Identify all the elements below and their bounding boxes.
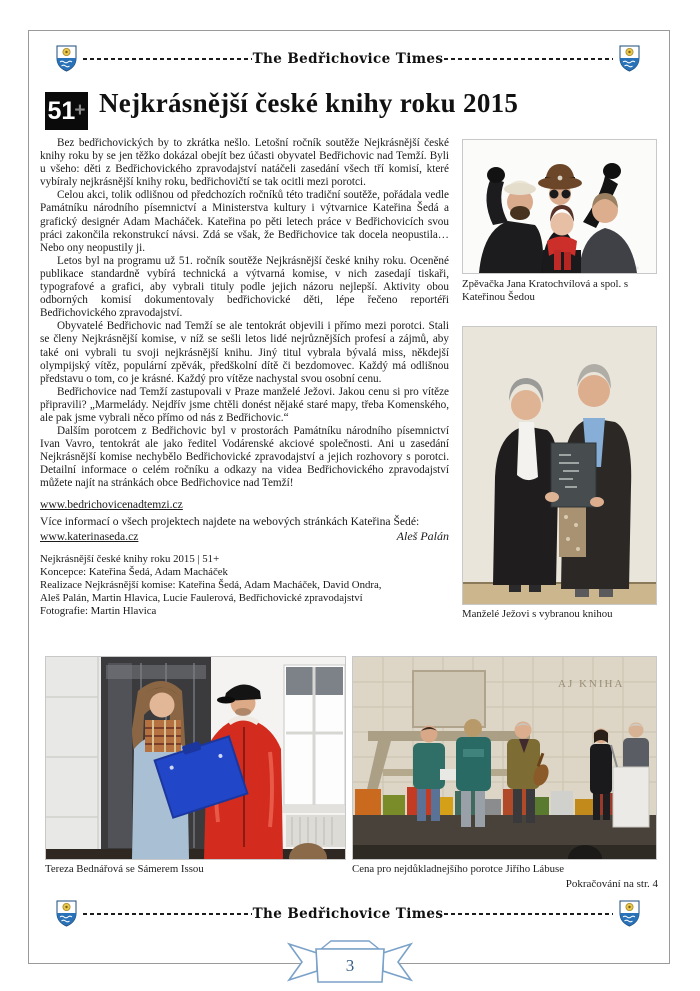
coat-of-arms-icon [56, 45, 77, 73]
credits-line: Koncepce: Kateřina Šedá, Adam Macháček [40, 565, 228, 578]
credits-line: Aleš Palán, Martin Hlavica, Lucie Faulerová, Bedřichovické zpravodajství [40, 592, 363, 605]
paragraph: Bedřichovice nad Temží zastupovali v Praze manželé Ježovi. Jakou cenu si pro vítěze připravili? „Marmelády. Nejdřív jsme chtěli donést nějaké staré mapy, třeba Komenského, ale pak jsme vybrali něco přímo od nás z Bedřichovic.“ [40, 385, 449, 424]
coat-of-arms-icon [56, 900, 77, 928]
photo-stage-ceremony-illustration [353, 657, 656, 859]
article-body [40, 137, 449, 619]
badge-plus: + [74, 100, 86, 121]
photo-caption: Tereza Bednářová se Sámerem Issou [45, 863, 204, 875]
article-title: Nejkrásnější české knihy roku 2015 [99, 88, 519, 118]
paragraph: Dalším porotcem z Bedřichovic byl v prostorách Památníku národního písemnictví Ivan Vavro, tentokrát ale jako ředitel Vodárenské akciové společnosti. Ani u zasedání Nejkrásnější komise nechybělo Bedřichovické zpravodajství a jejich rozhovory s porotci. Detailní informace o celém ročníku a odkazy na videa Bedřichovického zpravodajství můžete najít na stránkách obce Bedřichovice nad Temží! [40, 425, 449, 490]
page-number: 3 [345, 956, 355, 975]
author-byline: Aleš Palán [396, 528, 449, 543]
photo-caption: Manželé Ježovi s vybranou knihou [462, 608, 613, 620]
photo-jez-couple [462, 326, 657, 605]
dashed-rule-right [444, 913, 613, 915]
link-bedrichovice-website[interactable]: www.bedrichovicenadtemzi.cz [40, 497, 183, 511]
dashed-rule-right [444, 58, 613, 60]
coat-of-arms-icon [619, 900, 640, 928]
coat-of-arms-icon [619, 45, 640, 73]
projected-title-text: AJ KNIHA [558, 678, 625, 690]
footer-bar [50, 897, 646, 931]
photo-singer-group [462, 139, 657, 274]
photo-singer-group-illustration [463, 140, 656, 273]
photo-tereza-samer-illustration [46, 657, 345, 859]
photo-caption: Cena pro nejdůkladnejšího porotce Jiřího Lábuse [352, 863, 564, 875]
paragraph: Obyvatelé Bedřichovic nad Temží se ale tentokrát objevili i přímo mezi porotci. Stali se členy Nejkrásnější komise, v níž se sešli letos lidé nejrůznějších profesí a zájmů, aby také oni vybrali tu svoji nejkrásnější knihu. Jiný titul vybrala bývalá miss, někdejší olympijský vítěz, populární zpěvák, předškolní dítě či bezdomovec. Každý má odlišnou představu o tom, co je krásné. Každý pro vítěze nachystal svou osobní cenu. [40, 320, 449, 385]
photo-stage-ceremony [352, 656, 657, 860]
dashed-rule-left [83, 58, 252, 60]
dashed-rule-left [83, 913, 252, 915]
badge-number: 51 [47, 96, 76, 125]
rubric-badge [45, 92, 88, 130]
paragraph: Bez bedřichovických by to zkrátka nešlo. Letošní ročník soutěže Nejkrásnější české knihy roku by se jen těžko dokázal obejít bez účasti obyvatel Bedřichovic nad Temží. Byli u všeho: děti z Bedřichovického zpravodajství natáčeli zasedání všech tří komisí, které vybíraly nejkrásnější knihy roku, bedřichovičtí se tak ocitli mezi porotci. [40, 137, 449, 189]
more-info-line: Více informací o všech projektech najdete na webových stránkách Kateřina Šedé: [40, 514, 420, 528]
photo-caption: Zpěvačka Jana Kratochvílová a spol. s Kateřinou Šedou [462, 278, 629, 303]
credits-line: Fotografie: Martin Hlavica [40, 605, 157, 618]
credits-block [40, 553, 449, 619]
masthead-title: The Bedřichovice Times [252, 51, 444, 67]
paragraph: Celou akci, tolik odlišnou od předchozích ročníků této tradiční soutěže, pořádala vedle Památníku národního písemnictví a Ministerstva kultury i výtvarnice Kateřina Šedá a grafický designér Adam Macháček. Kateřina po pěti letech práce v Bedřichovicích svou práci zakončila rekonstrukcí návsi. Zdá se však, že Bedřichovice tak docela neopustila… Nebo ony neopustily ji. [40, 189, 449, 254]
masthead-title: The Bedřichovice Times [252, 906, 444, 922]
photo-jez-couple-illustration [463, 327, 656, 604]
link-katerinaseda-website[interactable]: www.katerinaseda.cz [40, 529, 139, 543]
header-bar [50, 42, 646, 76]
credits-line: Realizace Nejkrásnější komise: Kateřina Šedá, Adam Macháček, David Ondra, [40, 578, 382, 591]
page-number-ribbon [285, 936, 415, 988]
photo-tereza-samer [45, 656, 346, 860]
credits-line: Nejkrásnější české knihy roku 2015 | 51+ [40, 552, 220, 565]
paragraph: Letos byl na programu už 51. ročník soutěže Nejkrásnější české knihy roku. Oceněné publikace standardně vybírá technická a výtvarná komise, v nich zasedají tiskaři, typografové a grafici, aby vybrali tituly podle jejich názoru nejlepší. Aktivity obou odborných komisí dokumentovaly bedřichovické děti, lépe řečeno reportéři Bedřichovického zpravodajství. [40, 254, 449, 320]
continuation-note: Pokračování na str. 4 [565, 878, 658, 890]
